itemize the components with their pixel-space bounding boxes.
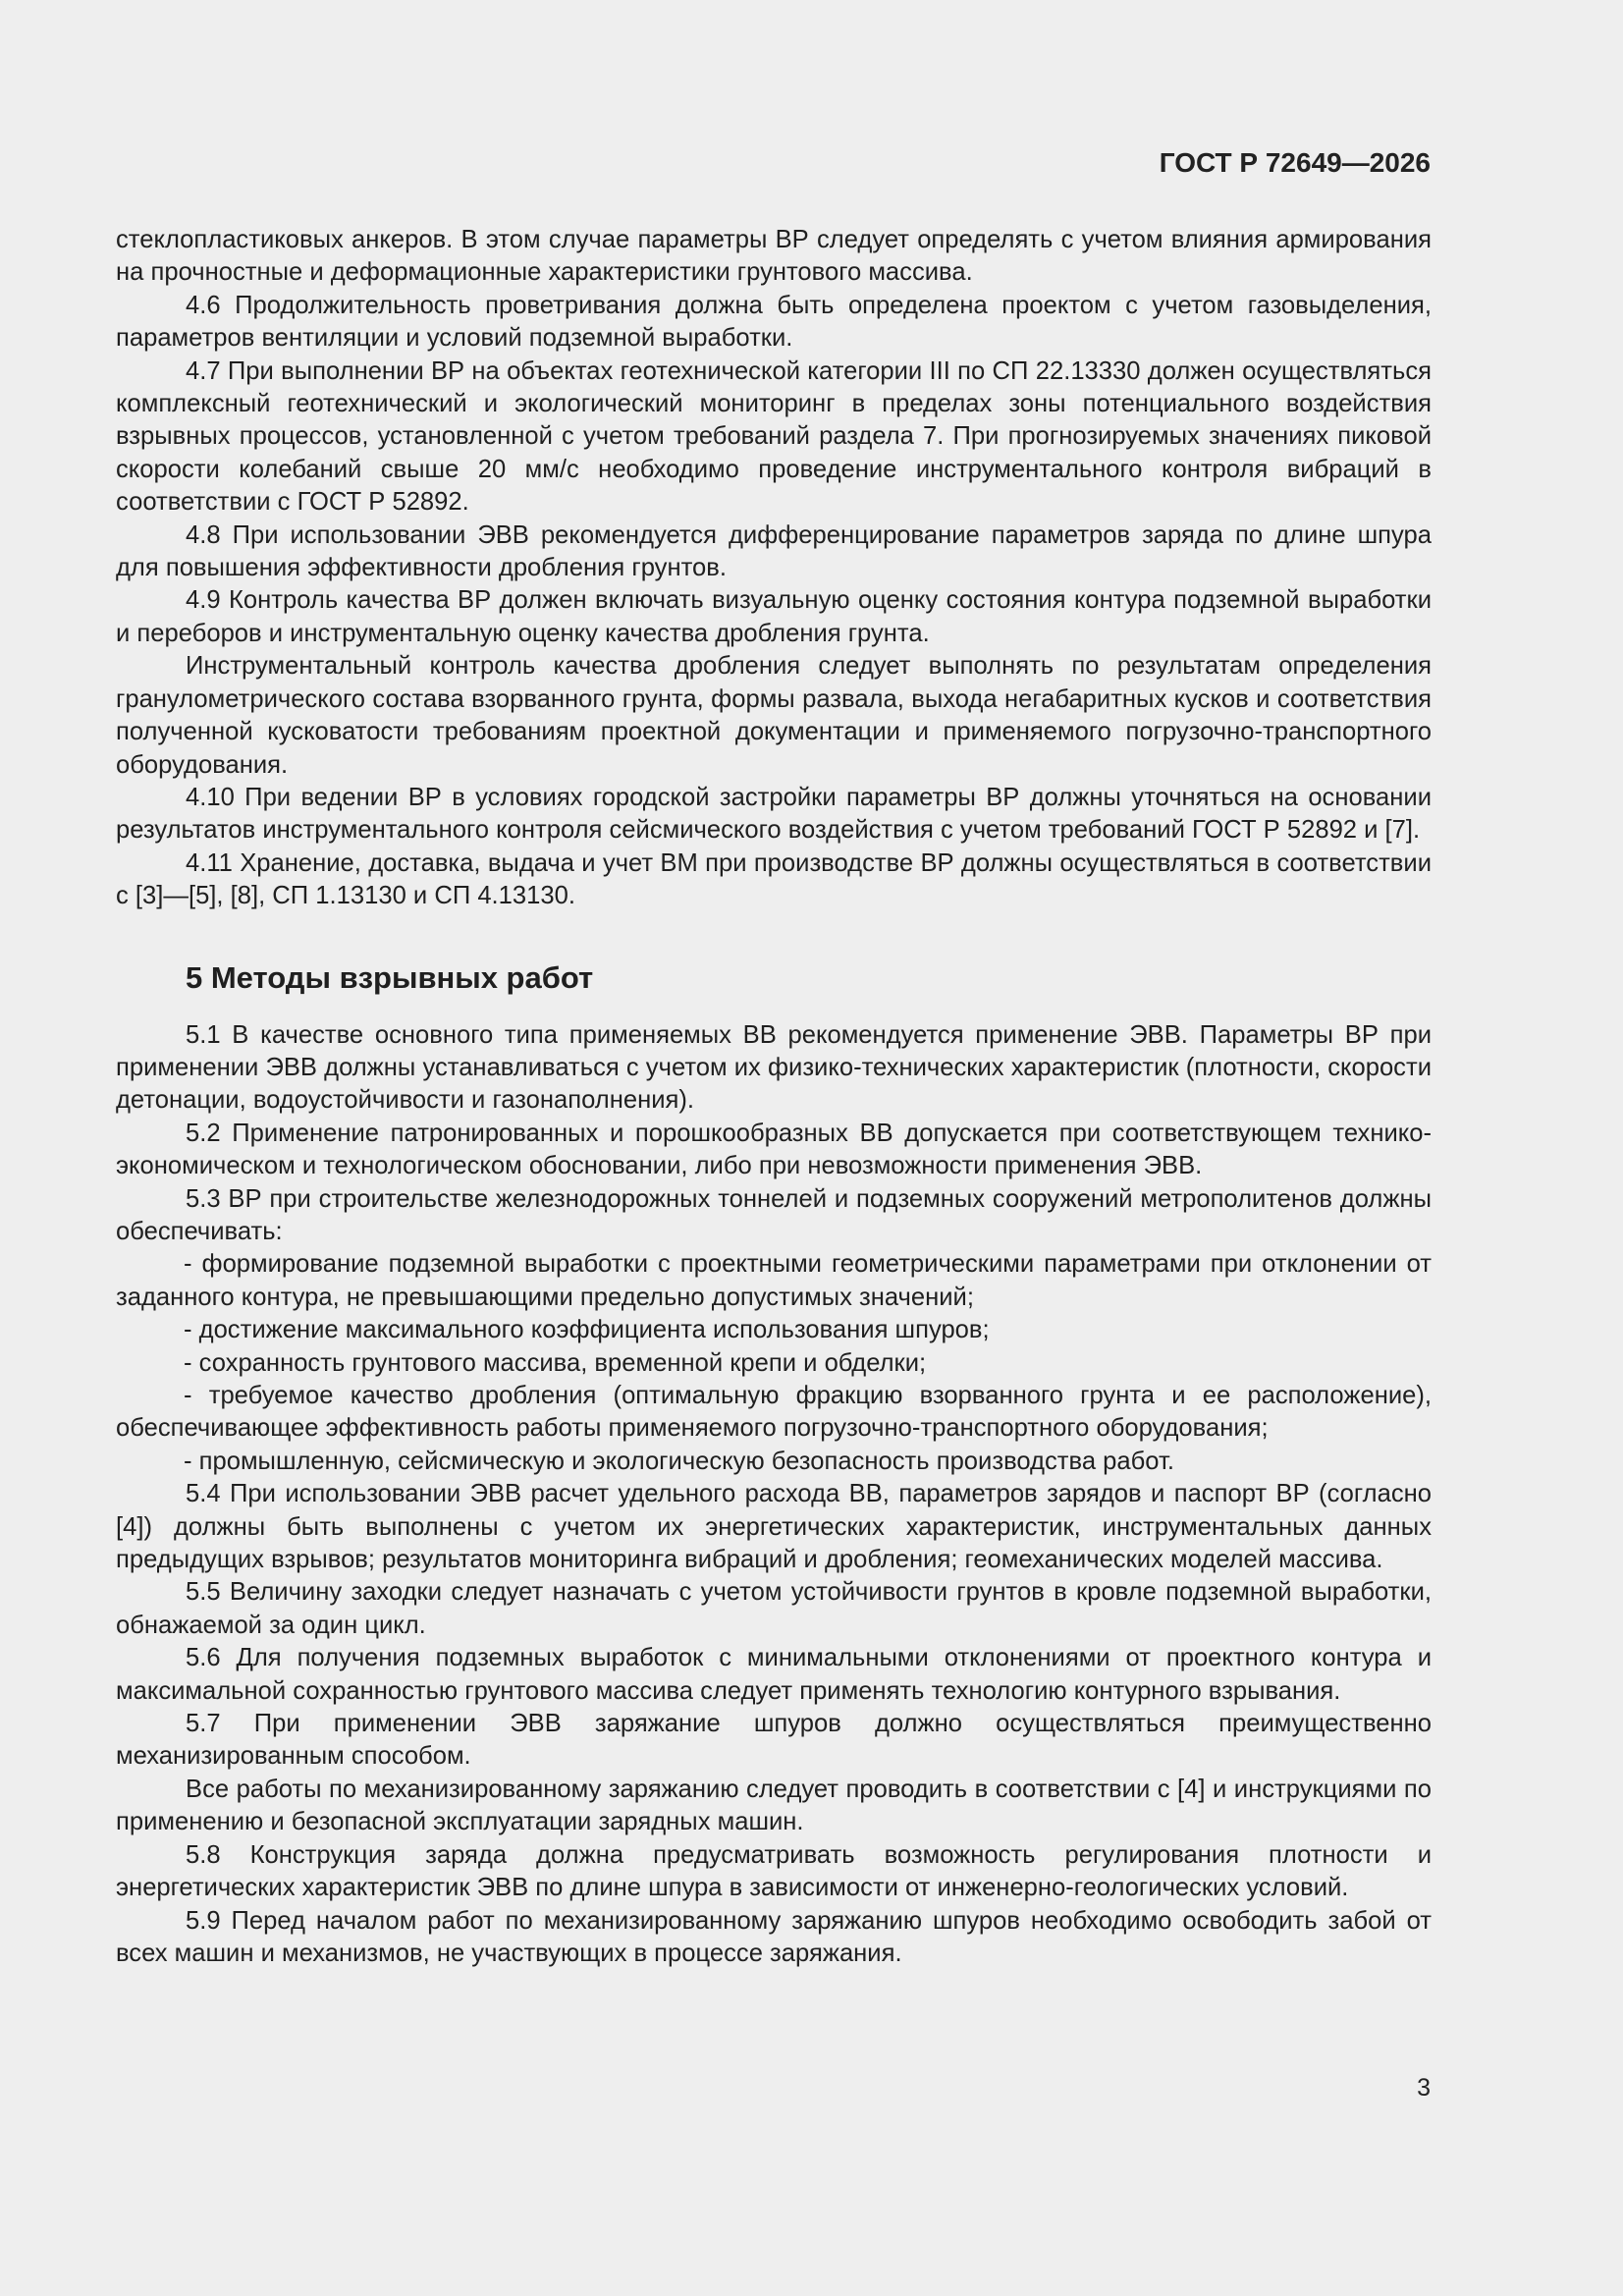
paragraph: 5.8 Конструкция заряда должна предусматривать возможность регулирования плотности и энергетических характеристик ЭВВ по длине шпура в зависимости от инженерно-геологических условий. [116, 1840, 1432, 1902]
paragraph: 5.2 Применение патронированных и порошкообразных ВВ допускается при соответствующем технико-экономическом и технологическом обосновании, либо при невозможности применения ЭВВ. [116, 1119, 1432, 1180]
paragraph: 4.10 При ведении ВР в условиях городской застройки параметры ВР должны уточняться на основании результатов инструментального контроля сейсмического воздействия с учетом требований ГОСТ Р 52892 и [7]. [116, 783, 1432, 845]
page-number: 3 [1417, 2074, 1431, 2102]
paragraph: 5.6 Для получения подземных выработок с минимальными отклонениями от проектного контура и максимальной сохранностью грунтового массива следует применять технологию контурного взрывания. [116, 1644, 1432, 1705]
paragraph: Инструментальный контроль качества дробления следует выполнять по результатам определения гранулометрического состава взорванного грунта, формы развала, выхода негабаритных кусков и соответствия полученной кусковатости требованиям проектной документации и применяемого погрузочно-транспортного оборудования. [116, 652, 1432, 779]
paragraph: 5.9 Перед началом работ по механизированному заряжанию шпуров необходимо освободить забой от всех машин и механизмов, не участвующих в процессе заряжания. [116, 1906, 1432, 1967]
paragraphs-before-section [116, 224, 1432, 913]
paragraph: 4.9 Контроль качества ВР должен включать визуальную оценку состояния контура подземной выработки и переборов и инструментальную оценку качества дробления грунта. [116, 586, 1432, 647]
paragraph: 5.3 ВР при строительстве железнодорожных тоннелей и подземных сооружений метрополитенов должны обеспечивать: [116, 1184, 1432, 1245]
paragraph: 4.7 При выполнении ВР на объектах геотехнической категории III по СП 22.13330 должен осуществляться комплексный геотехнический и экологический мониторинг в пределах зоны потенциального воздействия взрывных процессов, установленной с учетом требований раздела 7. При прогнозируемых значениях пиковой скорости колебаний свыше 20 мм/с необходимо проведение инструментального контроля вибраций в соответствии с ГОСТ Р 52892. [116, 356, 1432, 517]
section-title: 5 Методы взрывных работ [186, 959, 594, 995]
list-item: - промышленную, сейсмическую и экологическую безопасность производства работ. [184, 1447, 1174, 1475]
paragraphs-after-section [116, 1019, 1432, 1971]
paragraph: стеклопластиковых анкеров. В этом случае параметры ВР следует определять с учетом влияния армирования на прочностные и деформационные характеристики грунтового массива. [116, 226, 1432, 287]
list-item: - формирование подземной выработки с проектными геометрическими параметрами при отклонении от заданного контура, не превышающими предельно допустимых значений; [116, 1250, 1432, 1311]
paragraph: 4.11 Хранение, доставка, выдача и учет ВМ при производстве ВР должны осуществляться в соответствии с [3]—[5], [8], СП 1.13130 и СП 4.13130. [116, 848, 1432, 910]
document-code-header: ГОСТ Р 72649—2026 [1159, 147, 1431, 178]
document-body [116, 224, 1432, 1970]
list-item: - сохранность грунтового массива, временной крепи и обделки; [184, 1348, 927, 1377]
paragraph: 5.5 Величину заходки следует назначать с учетом устойчивости грунтов в кровле подземной выработки, обнажаемой за один цикл. [116, 1578, 1432, 1639]
paragraph: 5.4 При использовании ЭВВ расчет удельного расхода ВВ, параметров зарядов и паспорт ВР (согласно [4]) должны быть выполнены с учетом их энергетических характеристик, инструментальных данных предыдущих взрывов; результатов мониторинга вибраций и дробления; геомеханических моделей массива. [116, 1480, 1432, 1574]
paragraph: Все работы по механизированному заряжанию следует проводить в соответствии с [4] и инструкциями по применению и безопасной эксплуатации зарядных машин. [116, 1775, 1432, 1836]
list-item: - достижение максимального коэффициента использования шпуров; [184, 1316, 990, 1344]
list-item: - требуемое качество дробления (оптимальную фракцию взорванного грунта и ее расположение), обеспечивающее эффективность работы применяемого погрузочно-транспортного оборудования; [116, 1382, 1432, 1443]
paragraph: 4.6 Продолжительность проветривания должна быть определена проектом с учетом газовыделения, параметров вентиляции и условий подземной выработки. [116, 291, 1432, 353]
paragraph: 5.7 При применении ЭВВ заряжание шпуров должно осуществляться преимущественно механизированным способом. [116, 1710, 1432, 1771]
paragraph: 5.1 В качестве основного типа применяемых ВВ рекомендуется применение ЭВВ. Параметры ВР при применении ЭВВ должны устанавливаться с учетом их физико-технических характеристик (плотности, скорости детонации, водоустойчивости и газонаполнения). [116, 1020, 1432, 1115]
paragraph: 4.8 При использовании ЭВВ рекомендуется дифференцирование параметров заряда по длине шпура для повышения эффективности дробления грунтов. [116, 520, 1432, 582]
